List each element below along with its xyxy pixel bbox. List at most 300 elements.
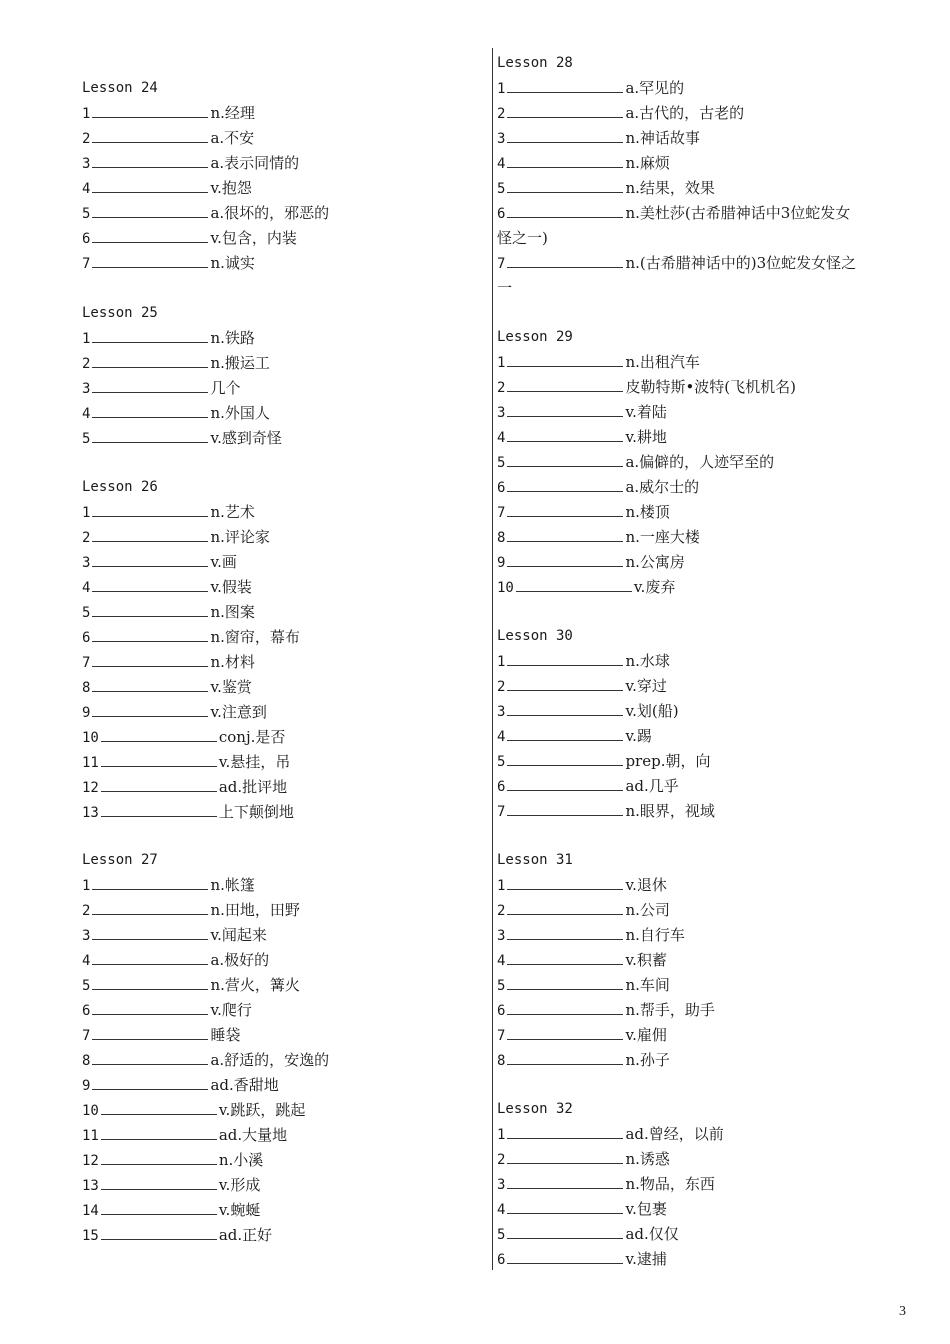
vocab-item (82, 700, 300, 725)
definition: a.极好的 (210, 951, 270, 969)
answer-blank[interactable] (92, 128, 208, 143)
answer-blank[interactable] (101, 1225, 217, 1240)
vocab-item (82, 973, 329, 998)
lesson-title: Lesson 28 (497, 55, 573, 71)
vocab-item (497, 1172, 724, 1197)
item-number: 2 (497, 679, 506, 695)
definition: ad.曾经，以前 (625, 1125, 724, 1143)
definition: n.神话故事 (625, 129, 700, 147)
answer-blank[interactable] (92, 652, 208, 667)
item-number: 7 (82, 1028, 91, 1044)
item-number: 4 (497, 729, 506, 745)
item-number: 14 (82, 1203, 99, 1219)
item-number: 13 (82, 805, 99, 821)
definition: n.美杜莎(古希腊神话中3位蛇发女 (625, 204, 851, 222)
vocab-item (82, 351, 282, 376)
page-number: 3 (899, 1304, 906, 1319)
vocab-item (82, 1223, 329, 1248)
item-number: 5 (497, 455, 506, 471)
vocab-item (497, 375, 796, 400)
answer-blank[interactable] (101, 1175, 217, 1190)
item-number: 6 (497, 1252, 506, 1268)
definition: a.不安 (210, 129, 255, 147)
definition: v.踢 (625, 727, 652, 745)
item-number: 1 (82, 331, 91, 347)
item-number: 7 (82, 256, 91, 272)
answer-blank[interactable] (507, 203, 623, 218)
lesson-section (497, 1097, 724, 1272)
definition: n.铁路 (210, 329, 255, 347)
vocab-item (82, 151, 329, 176)
item-number: 1 (497, 355, 506, 371)
answer-blank[interactable] (507, 178, 623, 193)
answer-blank[interactable] (101, 802, 217, 817)
item-number: 3 (82, 555, 91, 571)
answer-blank[interactable] (92, 875, 208, 890)
answer-blank[interactable] (507, 726, 623, 741)
definition: v.废弃 (633, 578, 676, 596)
definition: ad.仅仅 (625, 1225, 679, 1243)
definition: ad.几乎 (625, 777, 679, 795)
vocab-item (497, 998, 715, 1023)
item-number: 7 (497, 505, 506, 521)
item-number: 7 (497, 804, 506, 820)
item-number: 5 (82, 206, 91, 222)
definition: n.自行车 (625, 926, 685, 944)
vocab-item (497, 1023, 715, 1048)
item-number: 5 (82, 605, 91, 621)
item-number: 11 (82, 1128, 99, 1144)
definition: v.耕地 (625, 428, 667, 446)
vocab-item (82, 500, 300, 525)
item-number: 7 (497, 1028, 506, 1044)
answer-blank[interactable] (92, 1000, 208, 1015)
item-number: 6 (82, 1003, 91, 1019)
item-number: 5 (497, 1227, 506, 1243)
vocab-item (497, 126, 856, 151)
definition: 皮勒特斯•波特(飞机机名) (625, 378, 796, 396)
definition: n.经理 (210, 104, 255, 122)
item-number: 4 (497, 430, 506, 446)
lesson-section (497, 51, 856, 301)
item-number: 9 (497, 555, 506, 571)
definition: ad.正好 (218, 1226, 273, 1244)
vocab-item (497, 649, 715, 674)
item-number: 12 (82, 1153, 99, 1169)
item-number: 1 (82, 505, 91, 521)
item-number: 10 (82, 730, 99, 746)
definition: 上下颠倒地 (218, 803, 294, 821)
answer-blank[interactable] (92, 925, 208, 940)
lesson-section (497, 325, 796, 600)
definition: ad.香甜地 (210, 1076, 279, 1094)
vocab-item (497, 1147, 724, 1172)
vocab-item (82, 750, 300, 775)
answer-blank[interactable] (92, 602, 208, 617)
definition: v.着陆 (625, 403, 667, 421)
lesson-title: Lesson 24 (82, 80, 158, 96)
definition: n.评论家 (210, 528, 270, 546)
item-number: 6 (497, 206, 506, 222)
item-number: 1 (497, 654, 506, 670)
answer-blank[interactable] (101, 1150, 217, 1165)
vocab-item (82, 1098, 329, 1123)
definition: v.悬挂，吊 (218, 753, 291, 771)
answer-blank[interactable] (507, 776, 623, 791)
definition: v.退休 (625, 876, 667, 894)
definition: v.感到奇怪 (210, 429, 282, 447)
answer-blank[interactable] (507, 1224, 623, 1239)
definition: v.画 (210, 553, 237, 571)
vocab-item (82, 426, 282, 451)
answer-blank[interactable] (101, 1200, 217, 1215)
vocab-item (497, 350, 796, 375)
lesson-section (82, 301, 282, 451)
definition: v.形成 (218, 1176, 261, 1194)
vocab-item (82, 550, 300, 575)
definition: v.包含，内装 (210, 229, 297, 247)
answer-blank[interactable] (92, 502, 208, 517)
item-number: 6 (497, 779, 506, 795)
answer-blank[interactable] (92, 228, 208, 243)
item-number: 7 (82, 655, 91, 671)
lesson-title: Lesson 32 (497, 1101, 573, 1117)
lesson-title: Lesson 26 (82, 479, 158, 495)
answer-blank[interactable] (101, 1125, 217, 1140)
vocab-item (82, 873, 329, 898)
vocab-item (82, 650, 300, 675)
answer-blank[interactable] (92, 103, 208, 118)
vocab-item (497, 774, 715, 799)
answer-blank[interactable] (507, 950, 623, 965)
vocab-item (82, 201, 329, 226)
definition: v.注意到 (210, 703, 267, 721)
item-number: 3 (497, 405, 506, 421)
item-number: 1 (497, 81, 506, 97)
item-number: 8 (82, 1053, 91, 1069)
vocab-item (497, 425, 796, 450)
definition: n.帮手，助手 (625, 1001, 715, 1019)
answer-blank[interactable] (507, 402, 623, 417)
item-number: 9 (82, 705, 91, 721)
item-number: 3 (497, 131, 506, 147)
answer-blank[interactable] (101, 1100, 217, 1115)
lesson-section (82, 848, 329, 1248)
definition: prep.朝，向 (625, 752, 711, 770)
answer-blank[interactable] (507, 1025, 623, 1040)
answer-blank[interactable] (92, 552, 208, 567)
item-number: 1 (497, 1127, 506, 1143)
vocab-item (497, 1247, 724, 1272)
definition: a.舒适的，安逸的 (210, 1051, 330, 1069)
item-number: 4 (82, 181, 91, 197)
definition: ad.大量地 (218, 1126, 288, 1144)
lesson-title: Lesson 30 (497, 628, 573, 644)
item-number: 1 (82, 878, 91, 894)
definition: n.物品，东西 (625, 1175, 715, 1193)
answer-blank[interactable] (507, 1199, 623, 1214)
lesson-title: Lesson 31 (497, 852, 573, 868)
vocab-item (82, 326, 282, 351)
answer-blank[interactable] (507, 1249, 623, 1264)
answer-blank[interactable] (92, 328, 208, 343)
definition: v.鉴赏 (210, 678, 252, 696)
answer-blank[interactable] (92, 178, 208, 193)
item-number: 2 (497, 903, 506, 919)
definition: conj.是否 (218, 728, 286, 746)
vocab-item (497, 1222, 724, 1247)
item-number: 11 (82, 755, 99, 771)
item-number: 4 (82, 406, 91, 422)
answer-blank[interactable] (92, 253, 208, 268)
item-number: 9 (82, 1078, 91, 1094)
vocab-item (82, 800, 300, 825)
answer-blank[interactable] (92, 353, 208, 368)
vocab-item (497, 251, 856, 276)
definition: n.结果，效果 (625, 179, 715, 197)
vocab-item (82, 675, 300, 700)
definition: n.麻烦 (625, 154, 670, 172)
vocab-item (497, 176, 856, 201)
answer-blank[interactable] (92, 975, 208, 990)
vocab-item (82, 775, 300, 800)
definition: n.材料 (210, 653, 255, 671)
answer-blank[interactable] (507, 452, 623, 467)
definition: n.诚实 (210, 254, 255, 272)
vocab-item (497, 525, 796, 550)
vocab-item (82, 1073, 329, 1098)
answer-blank[interactable] (507, 701, 623, 716)
definition: v.穿过 (625, 677, 667, 695)
answer-blank[interactable] (507, 78, 623, 93)
item-number: 8 (497, 530, 506, 546)
vocab-item (82, 1198, 329, 1223)
definition: v.积蓄 (625, 951, 667, 969)
answer-blank[interactable] (92, 378, 208, 393)
item-number: 6 (82, 630, 91, 646)
vocab-item (497, 873, 715, 898)
lesson-title: Lesson 29 (497, 329, 573, 345)
item-number: 2 (497, 380, 506, 396)
answer-blank[interactable] (92, 153, 208, 168)
definition: v.包裹 (625, 1200, 667, 1218)
item-number: 3 (82, 156, 91, 172)
definition: n.田地，田野 (210, 901, 300, 919)
vocab-item (82, 575, 300, 600)
item-number: 4 (82, 580, 91, 596)
definition: n.一座大楼 (625, 528, 700, 546)
vocab-item (82, 176, 329, 201)
vocab-item (497, 799, 715, 824)
item-number: 3 (82, 928, 91, 944)
answer-blank[interactable] (507, 153, 623, 168)
definition: n.公寓房 (625, 553, 685, 571)
definition: a.古代的，古老的 (625, 104, 745, 122)
answer-blank[interactable] (507, 352, 623, 367)
definition: n.帐篷 (210, 876, 255, 894)
definition: n.外国人 (210, 404, 270, 422)
answer-blank[interactable] (92, 203, 208, 218)
definition: v.抱怨 (210, 179, 252, 197)
definition: n.窗帘，幕布 (210, 628, 300, 646)
answer-blank[interactable] (507, 1000, 623, 1015)
item-number: 2 (497, 106, 506, 122)
vocab-item (497, 898, 715, 923)
vocab-item (82, 725, 300, 750)
vocab-item (497, 151, 856, 176)
answer-blank[interactable] (507, 427, 623, 442)
answer-blank[interactable] (507, 377, 623, 392)
vocab-item (497, 948, 715, 973)
vocab-item (497, 575, 796, 600)
item-number: 4 (82, 953, 91, 969)
answer-blank[interactable] (92, 702, 208, 717)
definition: n.图案 (210, 603, 255, 621)
item-number: 3 (497, 928, 506, 944)
answer-blank[interactable] (101, 727, 217, 742)
item-number: 3 (497, 1177, 506, 1193)
answer-blank[interactable] (92, 950, 208, 965)
vocab-item (82, 1023, 329, 1048)
answer-blank[interactable] (507, 751, 623, 766)
vocab-item (82, 898, 329, 923)
answer-blank[interactable] (92, 677, 208, 692)
answer-blank[interactable] (507, 1149, 623, 1164)
answer-blank[interactable] (507, 253, 623, 268)
answer-blank[interactable] (92, 1050, 208, 1065)
vocab-item (497, 400, 796, 425)
vocab-item (82, 948, 329, 973)
vocab-item (82, 923, 329, 948)
definition: a.偏僻的，人迹罕至的 (625, 453, 775, 471)
answer-blank[interactable] (507, 103, 623, 118)
definition: a.很坏的，邪恶的 (210, 204, 330, 222)
item-number: 6 (497, 1003, 506, 1019)
vocab-item (82, 1148, 329, 1173)
answer-blank[interactable] (507, 128, 623, 143)
item-number: 7 (497, 256, 506, 272)
answer-blank[interactable] (507, 975, 623, 990)
vocab-item (497, 475, 796, 500)
answer-blank[interactable] (507, 925, 623, 940)
answer-blank[interactable] (92, 1025, 208, 1040)
answer-blank[interactable] (507, 1050, 623, 1065)
vocab-item (497, 201, 856, 226)
item-number: 5 (497, 181, 506, 197)
item-number: 2 (82, 530, 91, 546)
lesson-title: Lesson 27 (82, 852, 158, 868)
answer-blank[interactable] (92, 627, 208, 642)
definition-continued: 一 (497, 279, 513, 297)
item-number: 13 (82, 1178, 99, 1194)
answer-blank[interactable] (507, 651, 623, 666)
definition: a.罕见的 (625, 79, 685, 97)
vocab-item (82, 1048, 329, 1073)
definition: n.艺术 (210, 503, 255, 521)
answer-blank[interactable] (92, 527, 208, 542)
vocab-item (82, 376, 282, 401)
item-number: 12 (82, 780, 99, 796)
vocab-item (497, 724, 715, 749)
item-number: 2 (497, 1152, 506, 1168)
item-number: 5 (497, 754, 506, 770)
answer-blank[interactable] (92, 403, 208, 418)
lesson-title: Lesson 25 (82, 305, 158, 321)
answer-blank[interactable] (92, 577, 208, 592)
vocab-item (497, 699, 715, 724)
answer-blank[interactable] (92, 428, 208, 443)
answer-blank[interactable] (92, 1075, 208, 1090)
vocab-item (497, 1197, 724, 1222)
answer-blank[interactable] (507, 1174, 623, 1189)
answer-blank[interactable] (516, 577, 632, 592)
vocab-item (497, 76, 856, 101)
lesson-section (82, 475, 300, 825)
item-number: 10 (497, 580, 514, 596)
column-divider (492, 48, 493, 1270)
answer-blank[interactable] (507, 502, 623, 517)
definition: 几个 (210, 379, 241, 397)
definition: n.公司 (625, 901, 670, 919)
answer-blank[interactable] (507, 1124, 623, 1139)
answer-blank[interactable] (507, 477, 623, 492)
definition: v.闻起来 (210, 926, 267, 944)
vocab-item (497, 749, 715, 774)
item-number: 5 (82, 431, 91, 447)
item-number: 4 (497, 953, 506, 969)
definition: 睡袋 (210, 1026, 241, 1044)
vocab-item (82, 998, 329, 1023)
vocab-item (497, 450, 796, 475)
definition: n.搬运工 (210, 354, 270, 372)
answer-blank[interactable] (101, 777, 217, 792)
definition: n.楼顶 (625, 503, 670, 521)
answer-blank[interactable] (507, 801, 623, 816)
answer-blank[interactable] (507, 527, 623, 542)
lesson-section (497, 624, 715, 824)
item-number: 3 (82, 381, 91, 397)
item-number: 2 (82, 903, 91, 919)
answer-blank[interactable] (507, 676, 623, 691)
definition: v.假装 (210, 578, 252, 596)
item-number: 2 (82, 131, 91, 147)
answer-blank[interactable] (507, 875, 623, 890)
definition: n.小溪 (218, 1151, 264, 1169)
vocab-item (82, 1173, 329, 1198)
answer-blank[interactable] (101, 752, 217, 767)
answer-blank[interactable] (507, 900, 623, 915)
vocab-item (82, 226, 329, 251)
answer-blank[interactable] (507, 552, 623, 567)
definition: v.爬行 (210, 1001, 252, 1019)
definition: n.水球 (625, 652, 670, 670)
vocab-item (497, 101, 856, 126)
item-number: 8 (497, 1053, 506, 1069)
item-number: 8 (82, 680, 91, 696)
definition: a.威尔士的 (625, 478, 700, 496)
item-number: 4 (497, 156, 506, 172)
definition: n.(古希腊神话中的)3位蛇发女怪之 (625, 254, 857, 272)
vocab-item (82, 1123, 329, 1148)
vocab-item (82, 126, 329, 151)
vocab-item (82, 525, 300, 550)
answer-blank[interactable] (92, 900, 208, 915)
definition: n.眼界，视域 (625, 802, 715, 820)
vocab-item (497, 674, 715, 699)
item-number: 4 (497, 1202, 506, 1218)
item-number: 15 (82, 1228, 99, 1244)
vocab-item (82, 625, 300, 650)
